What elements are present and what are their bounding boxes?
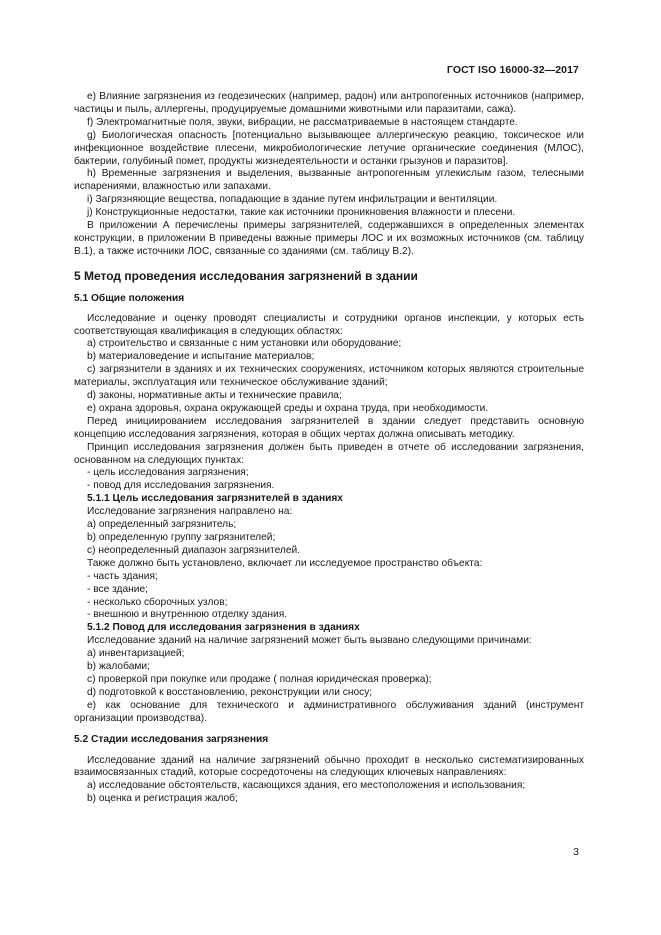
section-heading: 5.2 Стадии исследования загрязнения	[74, 733, 269, 745]
paragraph: Принцип исследования загрязнения должен быть приведен в отчете об исследовании загрязнения, основанном на следующих пунктах:	[74, 441, 584, 466]
paragraph: c) проверкой при покупке или продаже ( полная юридическая проверка);	[87, 673, 432, 685]
paragraph: Также должно быть установлено, включает ли исследуемое пространство объекта:	[87, 557, 483, 569]
section-heading: 5.1 Общие положения	[74, 292, 185, 304]
paragraph: c) неопределенный диапазон загрязнителей.	[87, 544, 301, 556]
paragraph: b) материаловедение и испытание материалов;	[87, 351, 315, 363]
paragraph: e) как основание для технического и административного обслуживания зданий (инструмент организации производства).	[74, 699, 584, 724]
page-number: 3	[573, 846, 579, 858]
section-heading: 5.1.1 Цель исследования загрязнителей в зданиях	[87, 493, 343, 505]
paragraph: - цель исследования загрязнения;	[87, 467, 249, 479]
paragraph: Исследование и оценку проводят специалисты и сотрудники органов инспекции, у которых есть соответствующая квалификация в следующих областях:	[74, 312, 584, 337]
paragraph: В приложении А перечислены примеры загрязнителей, содержавшихся в определенных элементах конструкции, в приложении В приведены важные примеры ЛОС и их возможных источников (см. таблицу В.1), а также источники ЛОС, связанные со зданиями (см. таблицу В.2).	[74, 220, 584, 257]
paragraph: Перед инициированием исследования загрязнителей в здании следует представить основную концепцию исследования загрязнения, которая в общих чертах должна описывать методику.	[74, 415, 584, 440]
document-header: ГОСТ ISO 16000-32—2017	[446, 64, 579, 76]
paragraph: b) оценка и регистрация жалоб;	[87, 793, 238, 805]
paragraph: - несколько сборочных узлов;	[87, 596, 228, 608]
section-heading: 5 Метод проведения исследования загрязнений в здании	[74, 268, 418, 283]
document-body	[74, 91, 584, 806]
paragraph: d) законы, нормативные акты и технические правила;	[87, 390, 342, 402]
paragraph: a) строительство и связанные с ним установки или оборудование;	[87, 338, 402, 350]
paragraph: g) Биологическая опасность [потенциально вызывающее аллергическую реакцию, токсическое или инфекционное воздействие плесени, микробиологические летучие органические соединения (МЛОС), бактерии, голубиный помет, продукты жизнедеятельности и останки грызунов и паразитов].	[74, 129, 584, 167]
paragraph: Исследование загрязнения направлено на:	[87, 506, 293, 518]
paragraph: b) жалобами;	[87, 661, 150, 673]
paragraph: j) Конструкционные недостатки, такие как источники проникновения влажности и плесени.	[87, 207, 516, 219]
paragraph: Исследование зданий на наличие загрязнений может быть вызвано следующими причинами:	[87, 635, 532, 647]
paragraph: f) Электромагнитные поля, звуки, вибрации, не рассматриваемые в настоящем стандарте.	[87, 116, 518, 128]
paragraph: - внешнюю и внутреннюю отделку здания.	[87, 609, 288, 621]
paragraph: - все здание;	[87, 583, 148, 595]
paragraph: a) исследование обстоятельств, касающихся здания, его местоположения и использования;	[87, 780, 526, 792]
paragraph: e) Влияние загрязнения из геодезических (например, радон) или антропогенных источников (например, частицы и пыль, аллергены, продуцируемые домашними животными или паразитами, сажа).	[74, 91, 584, 115]
paragraph: d) подготовкой к восстановлению, реконструкции или сносу;	[87, 686, 373, 698]
paragraph: b) определенную группу загрязнителей;	[87, 532, 276, 543]
paragraph: i) Загрязняющие вещества, попадающие в здание путем инфильтрации и вентиляции.	[87, 194, 498, 206]
paragraph: h) Временные загрязнения и выделения, вызванные антропогенным углекислым газом, телесными испарениями, влажностью или запахами.	[74, 168, 584, 193]
paragraph: Исследование зданий на наличие загрязнений обычно проходит в несколько систематизированных взаимосвязанных стадий, которые сосредоточены на следующих ключевых направлениях:	[74, 754, 584, 779]
paragraph: - часть здания;	[87, 570, 158, 582]
paragraph: a) определенный загрязнитель;	[87, 519, 237, 531]
paragraph: e) охрана здоровья, охрана окружающей среды и охрана труда, при необходимости.	[87, 402, 489, 414]
section-heading: 5.1.2 Повод для исследования загрязнения в зданиях	[87, 622, 360, 634]
paragraph: c) загрязнители в зданиях и их технических сооружениях, источником которых являются строительные материалы, эксплуатация или техническое обслуживание зданий;	[74, 364, 584, 389]
paragraph: a) инвентаризацией;	[87, 648, 185, 660]
paragraph: - повод для исследования загрязнения.	[87, 480, 275, 492]
